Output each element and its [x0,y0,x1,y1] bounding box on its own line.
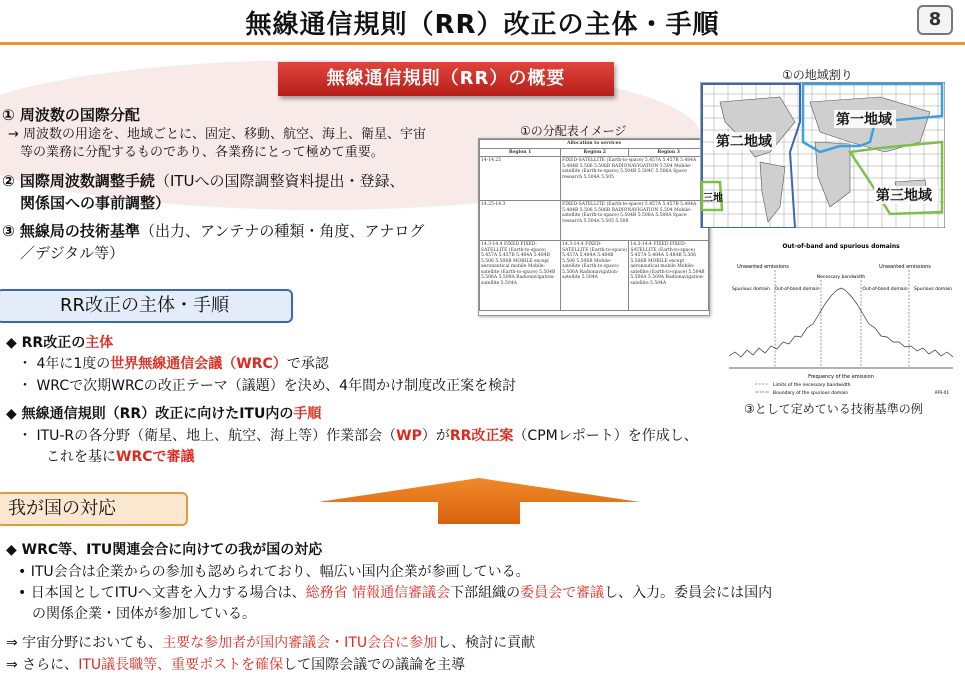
table-row1-freq: 14-14.25 [480,157,561,201]
table-row1-text: FIXED-SATELLITE (Earth-to-space) 5.457A 5.457B 5.484A 5.484B 5.506 5.506B RADIONAVIGATION 5.504 Mobile-satellite (Earth-to-space) 5.504B 5.504C 5.506A Space research 5.504A 5.505 [561,157,709,201]
spectrum-ref: AP3-01 [934,390,949,395]
japan-bullet2-d: 委員会で審議 [520,585,605,601]
spectrum-spurious-left: Spurious domain [732,287,770,292]
title-underline [0,42,965,45]
map-region3-label: 第三地域 [876,188,932,204]
table-col2: Region 2 [561,148,629,157]
rr-bullet1 [18,354,329,374]
slide-title: 無線通信規則（RR）改正の主体・手順 [245,10,720,40]
overview-item1-desc-line2: 等の業務に分配するものであり、各業務にとって極めて重要。 [20,145,384,160]
rr-bullet3-a: ・ ITU-Rの各分野（衛星、地上、航空、海上等）作業部会（ [18,428,397,444]
fig1-caption: ①の分配表イメージ [520,124,627,138]
rr-bullet1-a: ・ 4年に1度の [18,356,111,372]
rr-entity-label [6,333,113,353]
rr-procedure-label-a: ◆ 無線通信規則（RR）改正に向けたITU内の [6,406,294,422]
overview-item2-line2: 関係国への事前調整） [20,194,171,212]
fig3-caption: ③として定めている技術基準の例 [744,402,923,416]
rr-bullet3-line2-b: WRCで審議 [116,449,195,465]
japan-result1-b: 主要な参加者が国内審議会・ITU会合に参加 [162,635,438,651]
japan-result1-a: ⇒ 宇宙分野においても、 [6,635,163,651]
map-region1-label: 第一地域 [836,112,892,128]
overview-banner: 無線通信規則（RR）の概要 [278,62,614,96]
rr-bullet1-c: で承認 [286,356,329,372]
japan-bullet2-a: • 日本国としてITUへ文書を入力する場合は、 [18,585,306,601]
rr-bullet3-d: RR改正案 [449,428,514,444]
page-number: 8 [917,5,953,35]
japan-result2-c: して国際会議での議論を主導 [283,657,466,673]
spectrum-unwanted-right: Unwanted emissions [879,264,931,270]
region-map-figure [700,82,945,228]
rr-bullet1-b: 世界無線通信会議（WRC） [110,356,287,372]
spectrum-legend2: Boundary of the spurious domain [773,391,849,396]
table-col1: Region 1 [480,148,561,157]
spectrum-figure [725,238,957,398]
rr-bullet2: ・ WRCで次期WRCの改正テーマ（議題）を決め、4年間かけ制度改正案を検討 [18,378,517,394]
upward-arrow [318,478,640,524]
table-row3-c3: 14.3-14.4 FIXED FIXED-SATELLITE (Earth-to-space) 5.457A 5.484A 5.484B 5.506 5.506B MOBILE except aeronautical mobile Mobile-satellite (Earth-to-space) 5.504B 5.506A 5.509A Radionavigation-satellite 5.504A [629,241,709,311]
spectrum-necessary-bw: Necessary bandwidth [816,275,866,280]
japan-bullet2-e: し、入力。委員会には国内 [604,585,773,601]
spectrum-oob-left: Out-of-band domain [774,287,820,292]
rr-bullet3-b: WP [396,428,422,444]
rr-section-header: RR改正の主体・手順 [0,289,293,323]
japan-result1-c: し、検討に貢献 [437,635,536,651]
overview-item3-title [2,220,424,241]
japan-bullet1: • ITU会合は企業からの参加も認められており、幅広い国内企業が参画している。 [18,564,530,580]
table-row3-c1: 14.3-14.4 FIXED FIXED-SATELLITE (Earth-to-space) 5.457A 5.457B 5.484A 5.484B 5.506 5.506B MOBILE except aeronautical mobile Mobile-satellite (Earth-to-space) 5.504B 5.506A 5.509A Radionavigation-satellite 5.504A [480,241,561,311]
rr-bullet3-line2 [46,447,195,467]
map-region3-left-label: 三地 [703,193,723,204]
japan-bullet2 [18,583,772,603]
overview-item3-title-rest: （出力、アンテナの種類・角度、アナログ [139,222,425,240]
japan-result2-a: ⇒ さらに、 [6,657,79,673]
overview-item1-desc-line1: → 周波数の用途を、地域ごとに、固定、移動、航空、海上、衛星、宇宙 [8,127,427,142]
rr-procedure-label-b: 手順 [293,406,322,422]
table-row2-freq: 14.25-14.3 [480,201,561,241]
japan-bullet2-c: 下部組織の [450,585,521,601]
fig2-caption: ①の地域割り [782,68,853,82]
allocation-table-figure [478,138,710,316]
spectrum-oob-right: Out-of-band domain [862,287,908,292]
rr-bullet3-line2-a: これを基に [46,449,116,465]
table-header-title: Allocation to services [480,140,709,149]
spectrum-title: Out-of-band and spurious domains [782,243,900,250]
japan-result2-b: ITU議長職等、重要ポストを確保 [78,657,284,673]
table-row2-text: FIXED-SATELLITE (Earth-to-space) 5.457A 5.457B 5.484A 5.484B 5.506 5.506B RADIONAVIGATION 5.504 Mobile-satellite (Earth-to-space) 5.504B 5.506A 5.508A Space research 5.504A 5.505 5.508 [561,201,709,241]
spectrum-xlabel: Frequency of the emission [808,374,874,380]
table-col3: Region 3 [629,148,709,157]
overview-item1-title: ① 周波数の国際分配 [2,106,140,124]
spectrum-unwanted-left: Unwanted emissions [737,264,789,270]
japan-bullet2-b: 総務省 情報通信審議会 [305,585,451,601]
japan-section-header: 我が国の対応 [0,492,188,526]
japan-label: ◆ WRC等、ITU関連会合に向けての我が国の対応 [6,542,323,558]
table-row3-c2: 14.3-14.4 FIXED-SATELLITE (Earth-to-space) 5.457A 5.484A 5.484B 5.506 5.506B Mobile-satellite (Earth-to-space) 5.506A Radionavigation-satellite 5.504A [561,241,629,311]
map-region2-label: 第二地域 [716,134,772,150]
overview-item2-title-bold: ② 国際周波数調整手続 [2,172,155,190]
rr-bullet3-e: （CPMレポート）を作成し、 [513,428,698,444]
japan-result1 [6,633,535,653]
rr-procedure-label [6,404,321,424]
overview-item2-title-rest: （ITUへの国際調整資料提出・登録、 [154,172,405,190]
rr-bullet3 [18,426,698,446]
overview-item2-title [2,170,405,191]
japan-bullet2-line2: の関係企業・団体が参加している。 [32,606,256,622]
spectrum-legend1: Limits of the necessary bandwidth [773,383,851,388]
overview-item3-line2: ／デジタル等） [20,244,125,262]
rr-bullet3-c: ）が [421,428,450,444]
japan-result2 [6,655,465,675]
rr-entity-label-b: 主体 [85,335,114,351]
overview-item3-title-bold: ③ 無線局の技術基準 [2,222,140,240]
rr-entity-label-a: ◆ RR改正の [6,335,86,351]
spectrum-spurious-right: Spurious domain [914,287,952,292]
